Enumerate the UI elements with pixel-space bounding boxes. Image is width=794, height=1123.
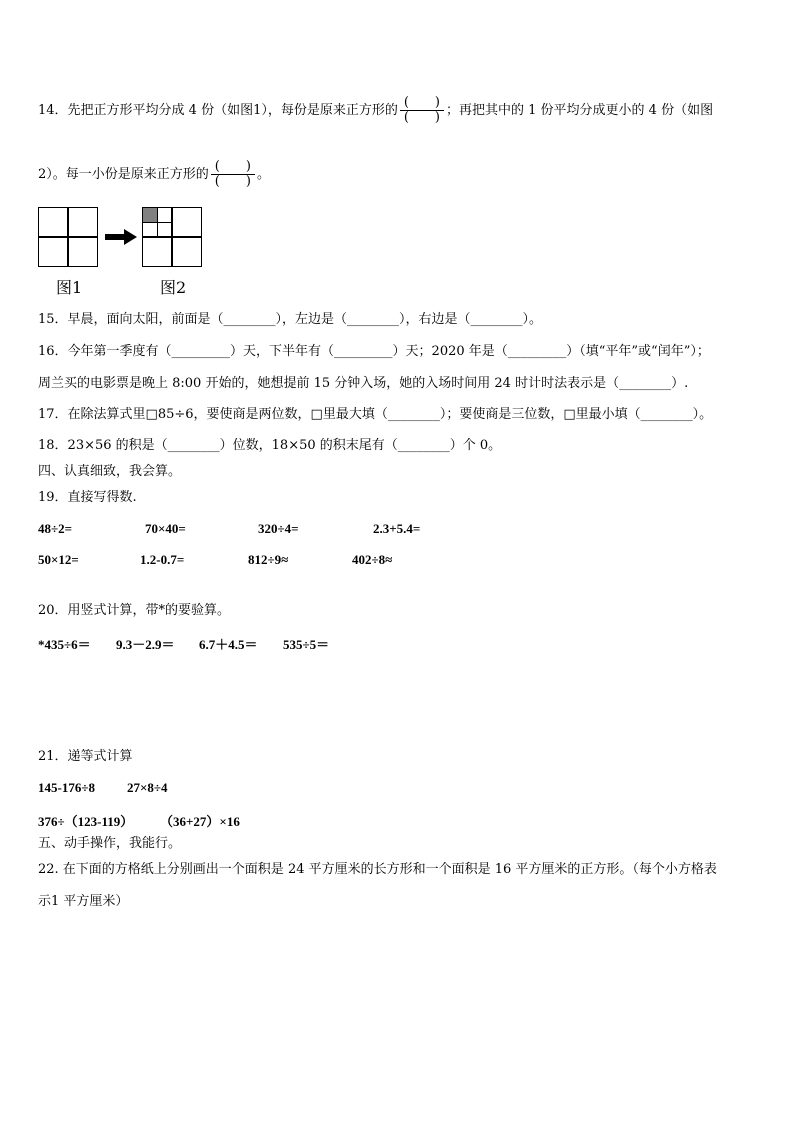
q14-fraction-2-numerator: ( ) — [211, 160, 255, 175]
figure-2-square — [142, 207, 202, 267]
q21-expr-3: 376÷（123-119） — [38, 814, 134, 829]
q14-text-before: 14．先把正方形平均分成 4 份（如图1），每份是原来正方形的 — [38, 103, 398, 118]
q19-expr-4: 2.3+5.4= — [373, 521, 421, 536]
q19-expr-2: 70×40= — [145, 521, 186, 536]
q19-expr-6: 1.2-0.7= — [140, 552, 185, 567]
q19-expr-3: 320÷4= — [258, 521, 299, 536]
figure-1-horizontal-divider — [39, 236, 97, 238]
q14-text-after: ；再把其中的 1 份平均分成更小的 4 份（如图 — [446, 103, 714, 118]
q19-expr-8: 402÷8≈ — [352, 552, 393, 567]
q20-expr-1: *435÷6＝ — [38, 637, 91, 652]
q20-expr-2: 9.3－2.9＝ — [116, 637, 175, 652]
q18-text: 18．23×56 的积是（________）位数，18×50 的积末尾有（________）个 0。 — [38, 438, 502, 453]
q21-title: 21．递等式计算 — [38, 749, 133, 764]
right-arrow-icon — [105, 229, 137, 245]
q14-line2 — [38, 160, 270, 189]
q19-expr-5: 50×12= — [38, 552, 79, 567]
q20-expr-3: 6.7＋4.5＝ — [199, 637, 258, 652]
q16-line2: 周兰买的电影票是晚上 8:00 开始的，她想提前 15 分钟入场，她的入场时间用 24 时计时法表示是（________）. — [38, 376, 689, 391]
q14-fraction-2 — [211, 160, 255, 189]
q19-expr-7: 812÷9≈ — [248, 552, 289, 567]
q19-title: 19．直接写得数. — [38, 490, 137, 505]
q14-line1 — [38, 96, 713, 125]
q19-expr-1: 48÷2= — [38, 521, 73, 536]
q15-text: 15．早晨，面向太阳，前面是（________），左边是（________），右边是（________）。 — [38, 312, 543, 327]
q21-expr-4: （36+27）×16 — [160, 814, 240, 829]
figure-2-label: 图2 — [160, 278, 187, 297]
q20-title: 20．用竖式计算，带*的要验算。 — [38, 603, 231, 618]
figure-2-shaded-cell — [143, 208, 157, 222]
q22-line2: 示1 平方厘米） — [38, 894, 129, 909]
section-4-heading: 四、认真细致，我会算。 — [38, 464, 182, 479]
q14-line2-text: 2）。每一小份是原来正方形的 — [38, 167, 209, 182]
q14-fraction-2-denominator: ( ) — [214, 174, 251, 189]
q14-fraction-1-numerator: ( ) — [400, 96, 444, 111]
q17-text: 17．在除法算式里□85÷6，要使商是两位数，□里最大填（________）；要使商是三位数，□里最小填（________）。 — [38, 407, 713, 422]
q21-expr-2: 27×8÷4 — [127, 780, 168, 795]
section-5-heading: 五、动手操作，我能行。 — [38, 836, 182, 851]
figure-1-square — [38, 207, 98, 267]
figure-2-small-horizontal-divider — [143, 222, 171, 223]
q21-expr-1: 145-176÷8 — [38, 780, 95, 795]
q16-line1: 16．今年第一季度有（_________）天，下半年有（_________）天；2020 年是（_________）（填“平年”或“闰年”）； — [38, 344, 710, 359]
q14-line2-after: 。 — [256, 167, 270, 182]
q14-fraction-1 — [400, 96, 444, 125]
q22-line1: 22. 在下面的方格纸上分别画出一个面积是 24 平方厘米的长方形和一个面积是 16 平方厘米的正方形。（每个小方格表 — [38, 862, 717, 877]
q20-expr-4: 535÷5＝ — [283, 637, 330, 652]
figure-1-label: 图1 — [56, 278, 83, 297]
figure-2-horizontal-divider — [143, 236, 201, 238]
q14-fraction-1-denominator: ( ) — [403, 110, 441, 125]
